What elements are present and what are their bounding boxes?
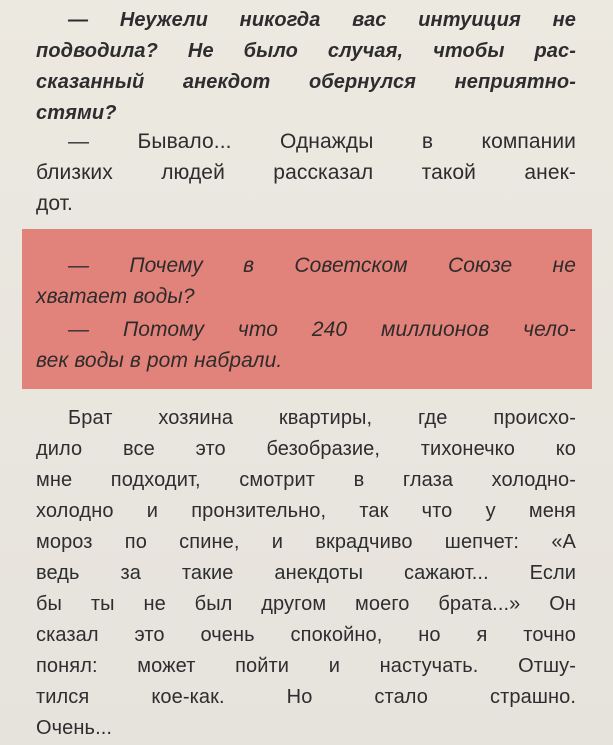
answer-line-1: — Бывало... Однажды в компании [68,130,576,153]
story-line-9: понял: может пойти и настучать. Отшу- [36,655,576,677]
story-line-2: дило все это безобразие, тихонечко ко [36,438,576,460]
story-line-8: сказал это очень спокойно, но я точно [36,624,576,646]
joke-line-4: век воды в рот набрали. [36,349,283,372]
question-line-1: — Неужели никогда вас интуиция не [68,9,576,31]
question-line-3: сказанный анекдот обернулся неприятно- [36,71,576,93]
story-line-5: мороз по спине, и вкрадчиво шепчет: «А [36,531,576,553]
question-line-2: подводила? Не было случая, чтобы рас- [36,40,576,62]
story-line-11: Очень... [36,717,113,739]
story-line-3: мне подходит, смотрит в глаза холодно- [36,469,576,491]
joke-line-2: хватает воды? [36,285,195,308]
answer-line-3: дот. [36,192,73,215]
joke-line-3: — Потому что 240 миллионов чело- [68,318,576,341]
question-line-4: стями? [36,102,117,124]
story-line-6: ведь за такие анекдоты сажают... Если [36,562,576,584]
story-line-1: Брат хозяина квартиры, где происхо- [68,407,576,429]
story-line-10: тился кое-как. Но стало страшно. [36,686,576,708]
answer-line-2: близких людей рассказал такой анек- [36,161,576,184]
story-line-7: бы ты не был другом моего брата...» Он [36,593,576,615]
story-line-4: холодно и пронзительно, так что у меня [36,500,576,522]
joke-line-1: — Почему в Советском Союзе не [68,254,576,277]
